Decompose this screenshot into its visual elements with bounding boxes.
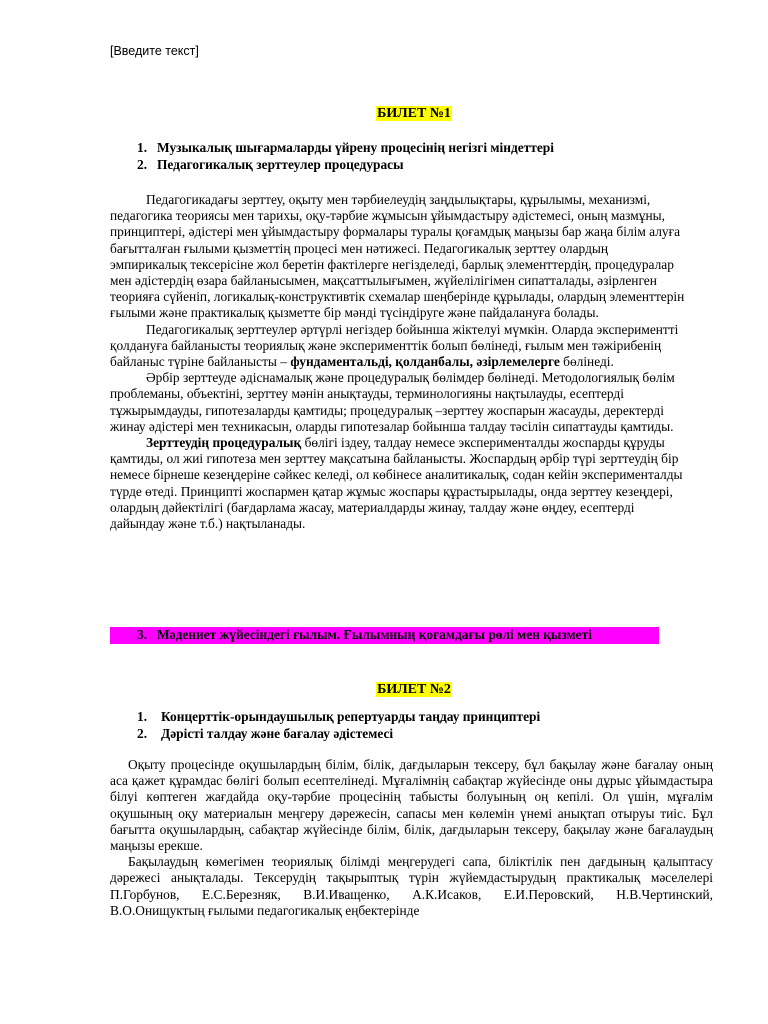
ticket-2-title-highlight: БИЛЕТ №2	[377, 682, 451, 697]
question-text: Дәрісті талдау және бағалау әдістемесі	[161, 726, 394, 741]
ticket-1-paragraph-3: Әрбір зерттеуде әдіснамалық және процедуралық бөлімдер бөлінеді. Методологиялық бөлім проблеманы, объектіні, зерттеу мәнін анықтауды, терминологияны нақтылауды, есептерді тұжырымдауды, гипотезаларды қамтиды; процедуралық –зерттеу жоспарын жасауды, деректерді жинау әдістері мен техникасын, оларды гипотезалар бойынша талдау тәсілін сипаттауды қамтиды.	[110, 370, 675, 434]
question-number: 1.	[137, 140, 148, 155]
ticket-2-paragraph-1: Оқыту процесінде оқушылардың білім, білік, дағдыларын тексеру, бұл бақылау және бағалау оның аса қажет құрамдас бөлігі болып есептелінеді. Мұғалімнің сабақтар жүйесінде оны дұрыс ұйымдастыра білуі көптеген жағдайда оқу-тәрбие процесінің табысты болуының оң кепілі. Ол үшін, мұғалім оқушының оқу материалын меңгеру дәрежесін, сапасы мен көлемін үнемі анықтап отыруы тиіс. Бұл бағытта оқушылардың, сабақтар жүйесінде білім, білік, дағдыларын тексеру, бақылау және бағалаудың маңызы ерекше.	[110, 757, 713, 854]
ticket-1-paragraph-1: Педагогикадағы зерттеу, оқыту мен тәрбиелеудің заңдылықтары, құрылымы, механизмі, педагогика теориясы мен тарихы, оқу-тәрбие жұмысын ұйымдастыру әдістемесі, оның мазмұны, принциптері, әдістері мен ұйымдастыру формалары туралы қоғамдық маңызы бар жаңа білім алуға бағытталған ғылыми қызметтің процесі мен нәтижесі. Педагогикалық зерттеу олардың эмпирикалық тексерісіне жол беретін фактілерге негізделеді, барлық элементтердің, процедуралар мен әдістердің өзара байланысымен, мақсаттылығымен, жүйелілігімен сипатталады, әзірленген теорияға сүйеніп, логикалық-конструктивтік схемалар шеңберінде құрылады, олардың элементтерін ғылыми және практикалық қызметте бір мәнді түсіндіруге және пайдалануға болады.	[110, 192, 685, 321]
question-text: Музыкалық шығармаларды үйрену процесінің негізгі міндеттері	[157, 140, 554, 155]
ticket-1-body	[110, 192, 688, 532]
ticket-1-question-list	[137, 140, 554, 174]
ticket-2-question-2	[137, 726, 540, 743]
paragraph-bold-text: Зерттеудің процедуралық	[146, 435, 302, 451]
question-number: 1.	[137, 709, 148, 724]
ticket-1-question-1	[137, 140, 554, 157]
paragraph-text: бөлігі іздеу, талдау немесе эксперименталды жоспарды құруды қамтиды, ол жиі гипотеза мен зерттеу мақсатына байланысты. Жоспардың әрбір түрі зерттеудің бір немесе бірнеше кезеңдеріне сәйкес келеді, ол көбінесе аналитикалық, содан кейін эксперименталды түрде өтеді. Принципті жоспармен қатар жұмыс жоспары құрастырылады, онда зерттеу кезеңдері, олардың дәйектілігі (бағдарлама жасау, материалдарды жинау, талдау және өңдеу, есептерді дайындау және т.б.) нақтыланады.	[110, 435, 683, 532]
ticket-2-body	[110, 757, 713, 919]
paragraph-text: бөлінеді.	[559, 354, 614, 370]
ticket-1-paragraph-2	[110, 322, 688, 371]
ticket-2-question-1	[137, 709, 540, 726]
ticket-1-title-highlight: БИЛЕТ №1	[377, 106, 451, 121]
paragraph-bold-text: фундаментальді, қолданбалы, әзірлемелерге	[290, 354, 560, 370]
question-number: 2.	[137, 726, 148, 741]
ticket-2-question-list	[137, 709, 540, 743]
paragraph-text: Педагогикалық зерттеулер әртүрлі негіздер бойынша жіктелуі мүмкін. Оларда экспериментті қолдануға байланысты теориялық және эксперименттік болып бөлінеді, ғылым мен тәжірибенің байланыс түріне байланысты –	[110, 321, 679, 370]
ticket-1-title	[0, 106, 768, 122]
question-number: 2.	[137, 157, 148, 172]
ticket-2-paragraph-2: Бақылаудың көмегімен теориялық білімді меңгерудегі сапа, біліктілік пен дағдының қалыптасу дәрежесі анықталады. Тексерудің тақырыптық түрін жүйемдастырудың практикалық мәселелері П.Горбунов, Е.С.Березняк, В.И.Иващенко, А.К.Исаков, Е.И.Перовский, Н.В.Чертинский, В.О.Онищуктың ғылыми педагогикалық еңбектерінде	[110, 854, 713, 918]
ticket-1-question-3	[110, 627, 659, 644]
ticket-1-question-2	[137, 157, 554, 174]
question-text: Мәдениет жүйесіндегі ғылым. Ғылымның қоғамдағы рөлі мен қызметі	[157, 627, 592, 642]
ticket-1-paragraph-4	[110, 435, 688, 532]
question-text: Педагогикалық зерттеулер процедурасы	[157, 157, 404, 172]
question-number: 3.	[137, 627, 148, 642]
header-placeholder: [Введите текст]	[110, 44, 199, 58]
ticket-2-title	[0, 682, 768, 698]
question-text: Концерттік-орындаушылық репертуарды таңдау принциптері	[161, 709, 541, 724]
